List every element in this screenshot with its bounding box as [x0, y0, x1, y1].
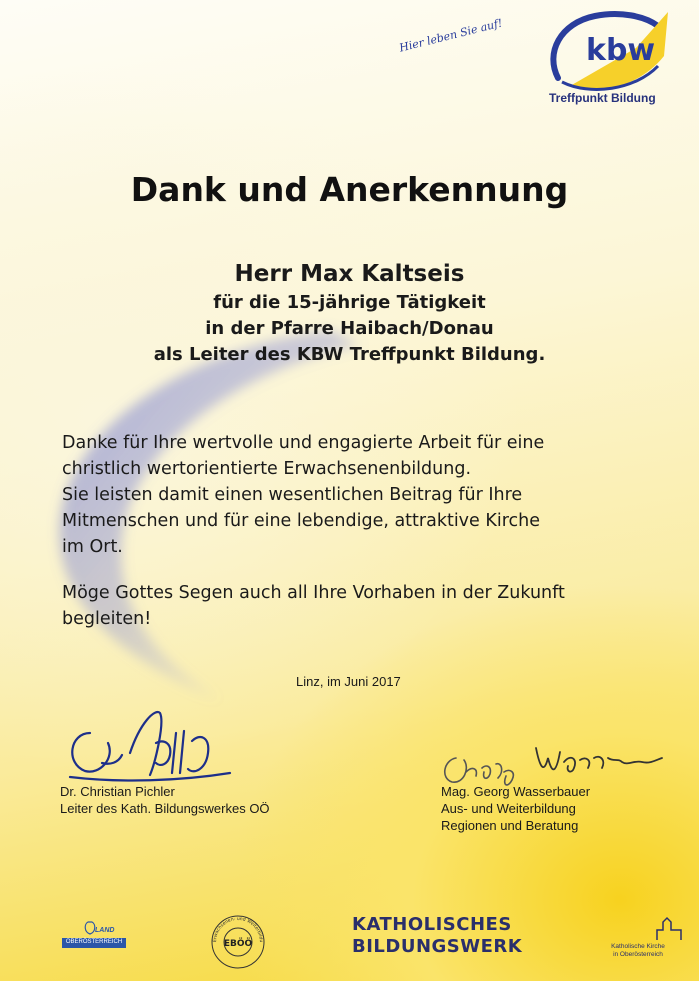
recipient-line: als Leiter des KBW Treffpunkt Bildung. [153, 344, 546, 365]
signer-role: Aus- und Weiterbildung [441, 801, 576, 816]
blessing-paragraph [62, 580, 662, 632]
org-name-line: BILDUNGSWERK [352, 936, 523, 957]
org-name-line: KATHOLISCHES [352, 914, 512, 935]
eboe-ring-text: Erwachsenen- und Weiterbildu [212, 916, 264, 943]
recipient-name: Herr Max Kaltseis [234, 261, 465, 287]
body-line: Sie leisten damit einen wesentlichen Beitrag für Ihre [62, 485, 523, 505]
logo-text: kbw [586, 33, 656, 68]
thanks-paragraph [62, 430, 662, 560]
certificate-title: Dank und Anerkennung [130, 170, 569, 209]
signer-name: Dr. Christian Pichler [60, 784, 175, 799]
recipient-line: in der Pfarre Haibach/Donau [205, 318, 494, 339]
signer-role: Regionen und Beratung [441, 818, 579, 833]
organization-name [352, 914, 522, 958]
body-line: christlich wertorientierte Erwachsenenbildung. [62, 459, 472, 479]
body-line: Danke für Ihre wertvolle und engagierte Arbeit für eine [62, 433, 545, 453]
eboe-logo-text: EBÖÖ [223, 939, 253, 949]
signer-name: Mag. Georg Wasserbauer [441, 784, 591, 799]
eboe-quality-seal-logo [204, 908, 272, 976]
svg-text:Erwachsenen- und Weiterbildung [204, 908, 264, 943]
blessing-line: begleiten! [62, 609, 152, 629]
land-logo-label: LAND [95, 927, 115, 934]
logo-subtitle: Treffpunkt Bildung [549, 91, 656, 105]
church-logo-text [592, 943, 684, 959]
church-logo-icon [655, 916, 683, 942]
church-line: Katholische Kirche [611, 943, 665, 950]
place-date: Linz, im Juni 2017 [296, 674, 401, 689]
slogan-text: Hier leben Sie auf! [398, 16, 504, 55]
land-logo-subtitle: OBERÖSTERREICH [62, 938, 126, 947]
body-line: im Ort. [62, 537, 123, 557]
body-line: Mitmenschen und für eine lebendige, attraktive Kirche [62, 511, 540, 531]
blessing-line: Möge Gottes Segen auch all Ihre Vorhaben in der Zukunft [62, 583, 565, 603]
recipient-line: für die 15-jährige Tätigkeit [213, 292, 486, 313]
signer-role: Leiter des Kath. Bildungswerkes OÖ [60, 801, 270, 816]
kbw-logo[interactable] [540, 8, 670, 100]
signature-right-image [436, 728, 666, 790]
church-line: in Oberösterreich [613, 951, 663, 958]
signature-left-image [60, 703, 235, 793]
signer-left [60, 783, 320, 817]
signer-right [441, 783, 671, 834]
recipient-block [0, 258, 699, 368]
